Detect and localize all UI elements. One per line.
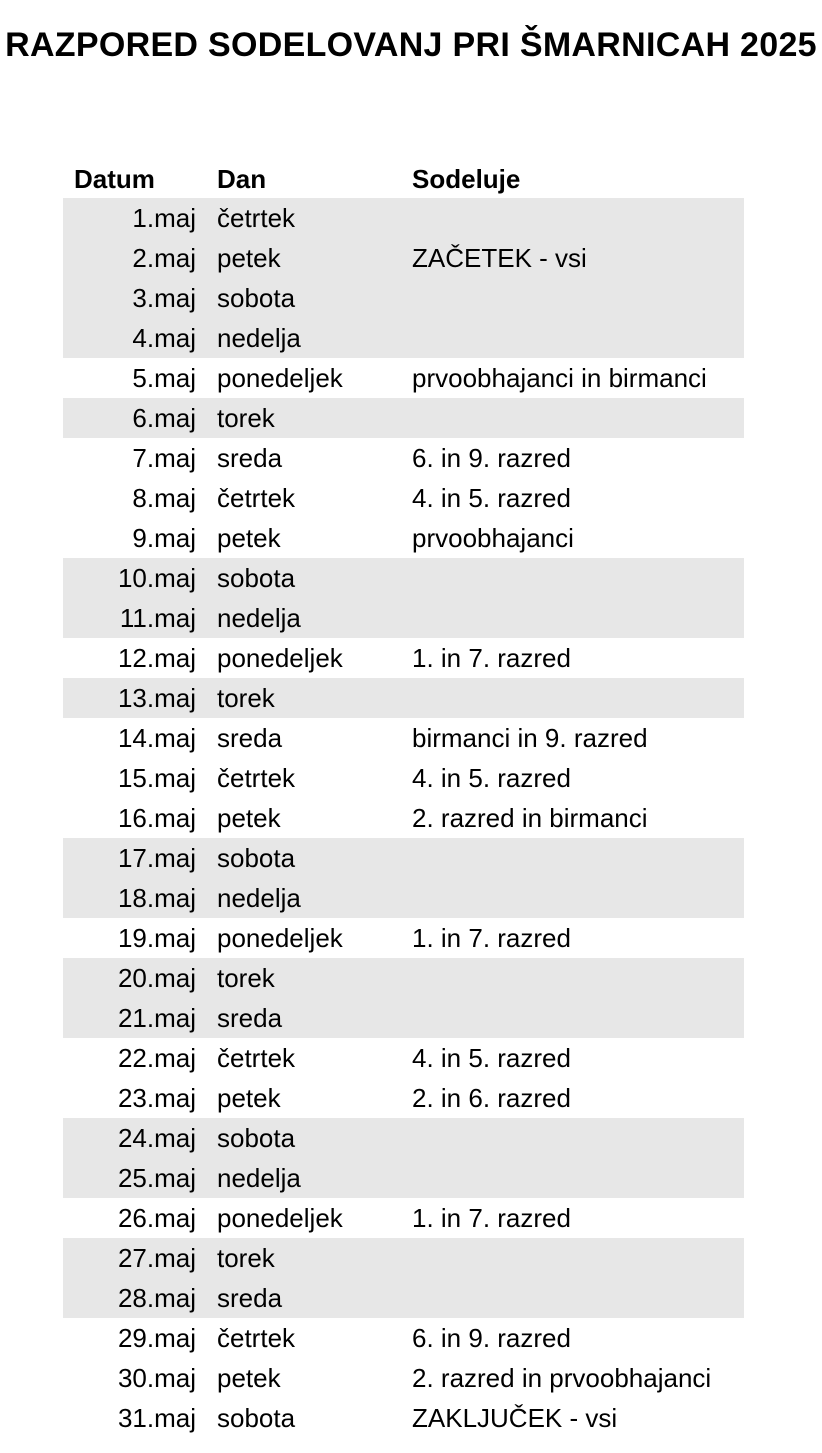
row-date: 8.maj <box>132 483 196 513</box>
table-row <box>63 838 744 878</box>
row-day: nedelja <box>217 323 301 353</box>
table-row <box>63 438 744 478</box>
row-day: sreda <box>217 443 283 473</box>
table-row <box>63 678 744 718</box>
row-day: nedelja <box>217 883 301 913</box>
table-row <box>63 238 744 278</box>
table-row <box>63 198 744 238</box>
row-date: 13.maj <box>117 683 196 713</box>
row-day: četrtek <box>217 483 296 513</box>
table-row <box>63 1358 744 1398</box>
row-day: torek <box>217 683 275 713</box>
row-participants: 2. razred in birmanci <box>412 803 648 833</box>
row-day: sobota <box>217 283 296 313</box>
row-day: sreda <box>217 1283 283 1313</box>
row-date: 14.maj <box>117 723 196 753</box>
header-day: Dan <box>217 164 267 194</box>
table-row <box>63 1318 744 1358</box>
table-row <box>63 878 744 918</box>
row-date: 21.maj <box>117 1003 196 1033</box>
row-day: ponedeljek <box>217 923 343 953</box>
row-day: četrtek <box>217 1323 296 1353</box>
row-participants: 1. in 7. razred <box>412 643 571 673</box>
row-date: 15.maj <box>117 763 196 793</box>
row-participants: 6. in 9. razred <box>412 443 571 473</box>
header-participants: Sodeluje <box>412 164 521 194</box>
row-day: torek <box>217 403 275 433</box>
row-date: 2.maj <box>132 243 196 273</box>
row-day: torek <box>217 1243 275 1273</box>
row-date: 24.maj <box>117 1123 196 1153</box>
row-day: sobota <box>217 1123 296 1153</box>
row-participants: ZAKLJUČEK - vsi <box>412 1403 618 1433</box>
table-header-row <box>63 160 744 198</box>
row-day: sobota <box>217 843 296 873</box>
table-row <box>63 1198 744 1238</box>
row-day: torek <box>217 963 275 993</box>
table-row <box>63 998 744 1038</box>
row-participants: prvoobhajanci <box>412 523 574 553</box>
row-date: 5.maj <box>132 363 196 393</box>
row-day: ponedeljek <box>217 643 343 673</box>
row-date: 4.maj <box>132 323 196 353</box>
row-day: nedelja <box>217 1163 301 1193</box>
row-date: 18.maj <box>117 883 196 913</box>
row-day: nedelja <box>217 603 301 633</box>
table-row <box>63 398 744 438</box>
row-date: 30.maj <box>117 1363 196 1393</box>
table-row <box>63 358 744 398</box>
schedule-table <box>63 160 744 1438</box>
table-body <box>63 198 744 1438</box>
row-date: 6.maj <box>132 403 196 433</box>
table-row <box>63 638 744 678</box>
table-row <box>63 1078 744 1118</box>
table-row <box>63 1278 744 1318</box>
table-row <box>63 718 744 758</box>
row-participants: 1. in 7. razred <box>412 1203 571 1233</box>
table-row <box>63 918 744 958</box>
table-row <box>63 958 744 998</box>
table-row <box>63 1038 744 1078</box>
row-date: 31.maj <box>117 1403 196 1433</box>
row-date: 29.maj <box>117 1323 196 1353</box>
row-date: 9.maj <box>132 523 196 553</box>
row-participants: 4. in 5. razred <box>412 1043 571 1073</box>
row-date: 11.maj <box>119 603 196 633</box>
row-day: sreda <box>217 1003 283 1033</box>
row-day: četrtek <box>217 203 296 233</box>
row-date: 7.maj <box>132 443 196 473</box>
table-row <box>63 598 744 638</box>
row-day: petek <box>217 1083 281 1113</box>
row-day: ponedeljek <box>217 363 343 393</box>
row-date: 3.maj <box>132 283 196 313</box>
row-date: 16.maj <box>117 803 196 833</box>
row-day: sobota <box>217 563 296 593</box>
row-date: 10.maj <box>117 563 196 593</box>
table-row <box>63 278 744 318</box>
table-row <box>63 558 744 598</box>
table-row <box>63 318 744 358</box>
row-date: 27.maj <box>117 1243 196 1273</box>
table-row <box>63 1398 744 1438</box>
row-participants: birmanci in 9. razred <box>412 723 648 753</box>
row-date: 22.maj <box>117 1043 196 1073</box>
row-day: sobota <box>217 1403 296 1433</box>
table-row <box>63 518 744 558</box>
page-title: RAZPORED SODELOVANJ PRI ŠMARNICAH 2025 <box>5 26 817 64</box>
row-day: petek <box>217 1363 281 1393</box>
row-participants: 2. in 6. razred <box>412 1083 571 1113</box>
row-date: 1.maj <box>132 203 196 233</box>
table-row <box>63 1158 744 1198</box>
row-day: ponedeljek <box>217 1203 343 1233</box>
table-row <box>63 1238 744 1278</box>
row-date: 23.maj <box>117 1083 196 1113</box>
row-participants: 4. in 5. razred <box>412 763 571 793</box>
table-row <box>63 758 744 798</box>
row-participants: 1. in 7. razred <box>412 923 571 953</box>
row-day: četrtek <box>217 1043 296 1073</box>
table-row <box>63 1118 744 1158</box>
row-date: 17.maj <box>117 843 196 873</box>
row-day: četrtek <box>217 763 296 793</box>
row-day: petek <box>217 243 281 273</box>
table-row <box>63 478 744 518</box>
header-date: Datum <box>74 164 155 194</box>
row-day: petek <box>217 803 281 833</box>
row-day: petek <box>217 523 281 553</box>
row-date: 12.maj <box>117 643 196 673</box>
row-participants: prvoobhajanci in birmanci <box>412 363 707 393</box>
row-participants: 6. in 9. razred <box>412 1323 571 1353</box>
row-participants: 2. razred in prvoobhajanci <box>412 1363 712 1393</box>
row-participants: 4. in 5. razred <box>412 483 571 513</box>
row-date: 20.maj <box>117 963 196 993</box>
row-date: 19.maj <box>117 923 196 953</box>
row-date: 25.maj <box>117 1163 196 1193</box>
row-date: 28.maj <box>117 1283 196 1313</box>
row-participants: ZAČETEK - vsi <box>412 243 587 273</box>
row-date: 26.maj <box>117 1203 196 1233</box>
table-row <box>63 798 744 838</box>
row-day: sreda <box>217 723 283 753</box>
